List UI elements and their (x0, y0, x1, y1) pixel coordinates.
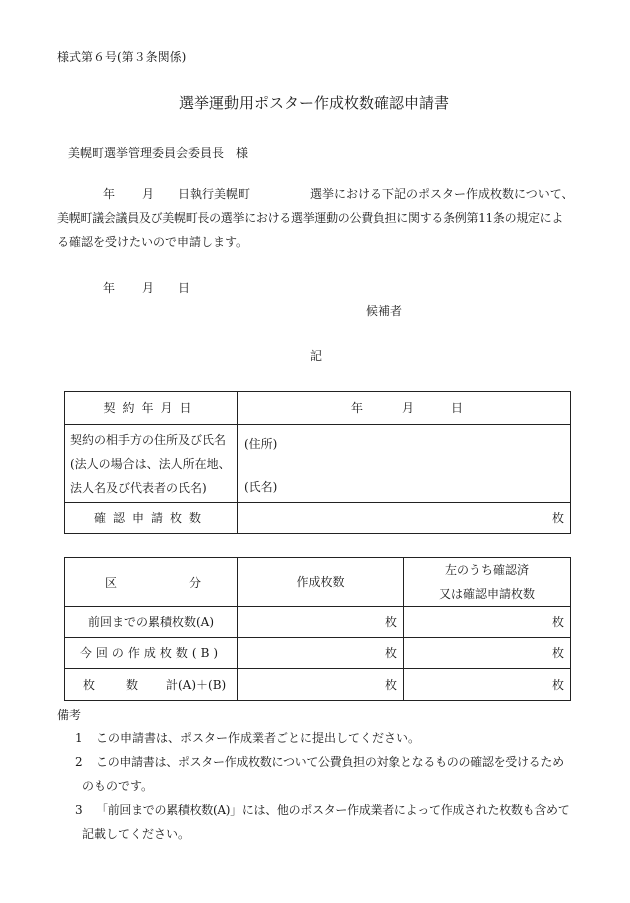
candidate-label: 候補者 (366, 304, 403, 318)
current-label: 今回の作成枚数(B) (79, 646, 223, 660)
confirmed-header-line2: 又は確認申請枚数 (438, 587, 535, 601)
counterparty-label-line2: (法人の場合は、法人所在地、 (70, 456, 231, 471)
counterparty-label-cell (65, 425, 238, 503)
kubun-header-cell (65, 558, 238, 607)
counterparty-name-label: (氏名) (244, 480, 278, 494)
count-row-previous (65, 607, 571, 638)
confirmed-count-header-cell (404, 558, 571, 607)
note-2-number: 2 (75, 755, 83, 769)
previous-label: 前回までの累積枚数(A) (87, 615, 215, 629)
made-count-header-cell (238, 558, 404, 607)
poster-count-table (64, 557, 571, 701)
note-1-text: この申請書は、ポスター作成業者ごとに提出してください。 (96, 731, 421, 745)
requested-count-row (65, 503, 571, 534)
contract-year: 年 (351, 401, 364, 415)
requested-count-value-cell[interactable] (238, 503, 571, 534)
counterparty-label-line3: 法人名及び代表者の氏名) (70, 480, 207, 495)
contract-date-label-cell (65, 392, 238, 425)
previous-made-unit: 枚 (384, 615, 397, 629)
total-made-unit: 枚 (384, 677, 397, 692)
previous-label-cell (65, 607, 238, 638)
addressee: 美幌町選挙管理委員会委員長 様 (68, 146, 249, 160)
contract-date-row (65, 392, 571, 425)
contract-day: 日 (451, 401, 464, 415)
contract-date-value-cell[interactable] (238, 392, 571, 425)
count-header-row (65, 558, 571, 607)
requested-count-unit: 枚 (551, 511, 564, 525)
total-label-part1: 枚 (83, 678, 96, 692)
date-month: 月 (142, 281, 155, 295)
note-1-number: 1 (75, 731, 83, 745)
total-confirmed-unit: 枚 (551, 677, 564, 692)
counterparty-row (65, 425, 571, 503)
counterparty-label-line1: 契約の相手方の住所及び氏名 (70, 432, 227, 447)
current-label-cell (65, 638, 238, 669)
count-row-total (65, 669, 571, 701)
contract-month: 月 (402, 401, 415, 415)
previous-confirmed-unit: 枚 (551, 615, 564, 629)
current-confirmed-unit: 枚 (551, 646, 564, 660)
total-label-part2: 数 (126, 678, 139, 692)
body-day-election: 日執行美幌町 (178, 187, 251, 201)
notes-heading: 備考 (57, 708, 82, 722)
note-2-text-line1: この申請書は、ポスター作成枚数について公費負担の対象となるものの確認を受けるため (96, 755, 564, 769)
previous-confirmed-cell[interactable] (404, 607, 571, 638)
counterparty-address-label: (住所) (244, 437, 278, 451)
current-made-unit: 枚 (384, 646, 397, 660)
note-3-text-line2: 記載してください。 (82, 827, 191, 841)
ki-label: 記 (310, 349, 323, 363)
note-3-number: 3 (75, 803, 83, 817)
contract-table (64, 391, 571, 534)
form-number: 様式第６号(第３条関係) (57, 50, 187, 64)
requested-count-label: 確認申請枚数 (93, 511, 208, 525)
total-label-cell (65, 669, 238, 701)
note-2-text-line2: のものです。 (82, 779, 154, 793)
requested-count-label-cell (65, 503, 238, 534)
count-row-current (65, 638, 571, 669)
confirmed-header-line1: 左のうち確認済 (444, 563, 529, 577)
total-made-cell[interactable] (238, 669, 404, 701)
body-line3: る確認を受けたいので申請します。 (57, 235, 249, 249)
body-line1-rest: 選挙における下記のポスター作成枚数について、 (310, 187, 574, 201)
note-3-text-line1: 「前回までの累積枚数(A)」には、他のポスター作成業者によって作成された枚数も含めて (96, 803, 570, 817)
kubun-header-1: 区 (105, 575, 118, 590)
kubun-header-2: 分 (189, 575, 202, 590)
body-line2: 美幌町議会議員及び美幌町長の選挙における選挙運動の公費負担に関する条例第11条の規定によ (57, 211, 564, 225)
total-confirmed-cell[interactable] (404, 669, 571, 701)
previous-made-cell[interactable] (238, 607, 404, 638)
made-count-header: 作成枚数 (296, 575, 345, 589)
current-made-cell[interactable] (238, 638, 404, 669)
total-label-part3: 計(A)＋(B) (166, 678, 227, 692)
body-year: 年 (103, 187, 116, 201)
date-year: 年 (103, 281, 116, 295)
form-title: 選挙運動用ポスター作成枚数確認申請書 (179, 94, 450, 112)
current-confirmed-cell[interactable] (404, 638, 571, 669)
date-day: 日 (178, 281, 191, 295)
contract-date-label: 契約年月日 (103, 401, 199, 415)
body-month: 月 (142, 187, 155, 201)
counterparty-value-cell[interactable] (238, 425, 571, 503)
